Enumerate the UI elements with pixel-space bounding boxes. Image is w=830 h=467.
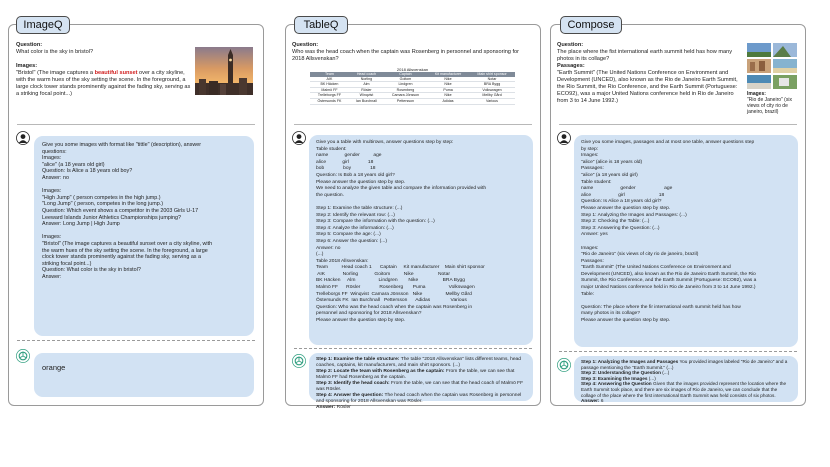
prompt-line: name gender age (581, 186, 673, 192)
passages-label: Passages: (557, 63, 585, 69)
prompt-line: Images: (42, 155, 62, 162)
table-header-cell: Captain (384, 72, 427, 77)
prompt-line: clock tower stands prominently against the fading sky, serving as a (42, 254, 202, 261)
table-cell: BRA Bygg (469, 82, 515, 88)
table-cell: AIK (310, 77, 349, 82)
tableq-prompt-bubble (309, 135, 533, 345)
table-cell: Camara Jönsson (384, 93, 427, 99)
table-cell: Norling (349, 77, 384, 82)
prompt-line: Images: (581, 153, 599, 159)
user-icon (16, 131, 30, 145)
imageq-images-block (16, 63, 192, 98)
prompt-line (316, 199, 526, 206)
tableq-tab: TableQ (294, 16, 348, 34)
prompt-line: Table 2018 Allsvenskan: (316, 258, 369, 264)
prompt-line: name gender age (316, 153, 382, 159)
section-divider (294, 124, 532, 125)
table-cell: Trelleborgs FF (310, 93, 349, 99)
compose-tab: Compose (560, 16, 622, 34)
table-header-cell: Team (310, 72, 349, 77)
table-cell: Nike (427, 93, 469, 99)
tableq-answer-bubble (309, 353, 533, 410)
tableq-question-block (292, 42, 532, 63)
prompt-line: Summit, the Rio Conference, and the Earth Summit (Portuguese: ECO92), was a (581, 278, 757, 284)
prompt-line: Please answer the question step by step. (581, 318, 671, 324)
prompt-line: Step 4: Analyze the information: (...) (316, 225, 394, 231)
prompt-line: "Rio de Janeiro" (six views of city rio de janeiro, brazil) (581, 252, 699, 258)
prompt-line: "Bristol" (The image captures a beautiful sunset over a city skyline, with (42, 240, 213, 247)
table-cell: BK Häcken (310, 82, 349, 88)
prompt-line: Passages: (581, 166, 604, 172)
table-cell: Notar (469, 77, 515, 82)
prompt-line: Step 2: Identify the relevant row: (...) (316, 212, 395, 218)
answer-step-text: The head coach when the captain was Rosenberg in personnel and sponsoring for 2018 Allsvenskan was Rösler. (316, 393, 522, 404)
prompt-line: "Earth Summit" (The United Nations Conference on Environment and (581, 265, 731, 271)
table-cell: Pettersson (384, 98, 427, 104)
table-cell: Malmö FF (310, 87, 349, 93)
prompt-line: Question: Is Alice a 18 years old boy? (42, 168, 133, 175)
final-answer: Answer: Rösler (316, 405, 351, 410)
prompt-line: Give you some images, passages and at most one table, answer questions step (581, 140, 755, 145)
prompt-line: the warm hues of the sky setting the scene. In the foreground, a large (42, 247, 208, 254)
prompt-line: Step 3: Answering the Question: (...) (581, 225, 660, 231)
chatgpt-icon (292, 354, 306, 368)
passages-text: "Earth Summit" (The United Nations Conference on Environment and Development (UNCED), also known as the Rio de Janeiro Earth Summit, the Rio Summit, the Rio Conference, and the Earth Summit (Portuguese: ECO92), was a major United Nations conference held in Rio de Janeiro from 3 to 14 June 1992.) (557, 69, 738, 104)
section-divider-dashed (17, 340, 255, 341)
prompt-line: Images: (42, 188, 62, 195)
answer-step (581, 381, 791, 398)
prompt-line: Images: (581, 245, 599, 251)
question-label: Question: (557, 42, 584, 48)
prompt-line: Team Head coach 1 Captain Kit manufacturer Main shirt sponsor (316, 265, 485, 271)
prompt-line: Leeward Islands Junior Athletics Championships jumping? (42, 214, 182, 221)
answer-text: orange (42, 363, 66, 372)
question-text: Who was the head coach when the captain was Rosenberg in personnel and sponsoring for 2018 Allsvenskan? (292, 48, 520, 62)
prompt-line: Step 1: Analyzing the Images and Passages: (...) (581, 212, 687, 218)
prompt-line: Please answer the question step by step. (316, 179, 406, 185)
prompt-line: many photos in its collage? (581, 311, 640, 317)
table-cell: Various (469, 98, 515, 104)
chatgpt-icon (16, 349, 30, 363)
prompt-line: Please answer the question step by step. (581, 205, 671, 211)
prompt-line: by step: (581, 146, 599, 152)
prompt-line: Trelleborgs FF Winqvist Camara Jönsson Nike Mellby Gård (316, 291, 472, 297)
table-cell: Östersunds FK (310, 98, 349, 104)
prompt-line: Table student: (581, 179, 612, 185)
bristol-sunset-image (195, 47, 253, 95)
prompt-line: Answer: no (316, 245, 341, 251)
prompt-line: Images: (42, 234, 62, 241)
table-cell: Ian Burchnall (349, 98, 384, 104)
prompt-line: Give you some images with format like "tittle" (description), answer (42, 142, 202, 148)
table-row (310, 93, 515, 99)
user-icon (557, 131, 571, 145)
prompt-line: Table student: (316, 146, 347, 152)
prompt-line: Please answer the question step by step. (316, 318, 406, 324)
answer-step-label: Step 1: Examine the table structure: (316, 357, 400, 362)
imageq-answer-bubble (34, 353, 254, 397)
images-label: Images: (16, 63, 38, 69)
prompt-line: personnel and sponsoring for 2018 Allsvenskan? (316, 311, 422, 317)
table-header-cell: Head coach (349, 72, 384, 77)
compose-passages-block (557, 63, 743, 104)
images-caption: "Rio de Janeiro" (six views of city rio de janeiro, brazil) (747, 97, 792, 115)
prompt-line: "alice" (alice is 18 years old) (581, 159, 643, 165)
prompt-line: Question: Who was the head coach when the captain was Rosenberg in (316, 304, 473, 310)
table-cell: Alm (349, 82, 384, 88)
answer-step-text: You provided images labeled "Rio de Janeiro" and a passage mentioning the "Earth Summit." (...) (581, 359, 788, 370)
answer-step (581, 359, 791, 370)
answer-step-label: Step 1: Analyzing the Images and Passages (581, 359, 679, 364)
tableq-panel (285, 24, 541, 410)
answer-step-label: Step 2: Understanding the Question (581, 370, 661, 376)
prompt-line: "alice" (a 18 years old girl) (581, 172, 638, 178)
answer-step-text: From the table, we can see that Malmö FF had Rosenberg as the captain. (316, 369, 515, 380)
prompt-line: "Long Jump" ( person, competes in the long jump.) (42, 201, 163, 208)
table-cell: Lindgren (384, 82, 427, 88)
prompt-line: Step 6: Answer the question: (...) (316, 238, 387, 244)
prompt-line (581, 239, 791, 246)
prompt-line: alice girl 18 (581, 192, 665, 198)
prompt-line: Development (UNCED), also known as the Rio de Janeiro Earth Summit, the Rio (581, 271, 756, 277)
answer-step (316, 393, 526, 405)
question-label: Question: (16, 42, 43, 48)
imageq-panel (8, 24, 264, 406)
allsvenskan-table (310, 72, 515, 105)
section-divider-dashed (294, 348, 532, 349)
section-divider (559, 124, 797, 125)
prompt-line: striking focal point...) (42, 260, 92, 267)
prompt-line: Question: Is Alice a 18 years old girl? (581, 199, 662, 205)
prompt-line: alice girl 18 (316, 159, 374, 165)
table-caption: 2018 Allsvenskan (396, 67, 429, 72)
table-row (310, 98, 515, 104)
prompt-line: Give you a table with multirows, answer questions step by step: (316, 140, 454, 145)
compose-answer-bubble (574, 356, 798, 402)
answer-step-label: Step 2: Locate the team with Rosenberg as the captain: (316, 369, 445, 374)
table-cell: Rosenberg (384, 87, 427, 93)
prompt-line: Passages: (581, 258, 604, 264)
answer-step (316, 357, 526, 369)
prompt-line: Question: What color is the sky in bristol? (42, 267, 141, 274)
prompt-line: (...) (316, 252, 324, 258)
prompt-line: Question: The place where the fir international earth summit held has how (581, 304, 741, 310)
imageq-tab: ImageQ (16, 16, 70, 34)
imageq-prompt-bubble (34, 136, 254, 336)
final-answer: Answer: 6 (581, 398, 604, 404)
user-icon (292, 131, 306, 145)
answer-step-label: Step 4: Answer the question: (316, 393, 384, 398)
question-label: Question: (292, 42, 319, 48)
prompt-line: Step 3: Compare the information with the question: (...) (316, 219, 435, 225)
answer-step-text: (...) (647, 375, 656, 381)
chatgpt-icon (557, 358, 571, 372)
allsvenskan-table-image (310, 67, 515, 105)
answer-step-label: Step 4: Answering the Question (581, 381, 652, 387)
prompt-line: Question: Which event shows a competitor in the 2003 Girls U-17 (42, 207, 199, 214)
rio-collage-image (747, 43, 797, 89)
compose-images-block (747, 91, 799, 115)
prompt-line: Answer: Long Jump | High Jump (42, 221, 120, 228)
section-divider-dashed (559, 351, 797, 352)
table-cell: Mellby Gård (469, 93, 515, 99)
table-cell: Nike (427, 82, 469, 88)
answer-step-text: The table "2018 Allsvenskan" lists different teams, head coaches, captains, kit manufacturers, and main shirt sponsors. (...) (316, 357, 521, 368)
prompt-line: BK Häcken Alm Lindgren Nike BRA Bygg (316, 278, 465, 284)
section-divider (17, 124, 255, 125)
answer-step (316, 369, 526, 381)
question-text: The place where the fist international earth summit held has how many photos in its collage? (557, 48, 733, 62)
highlight-text: beautiful sunset (94, 69, 138, 76)
answer-step-text: From the table, we can see that the head coach of Malmö FF was Rösler. (316, 381, 524, 392)
question-text: What color is the sky in bristol? (16, 48, 94, 55)
answer-step-text: (...) (660, 370, 670, 376)
prompt-line: Step 2: Checking the Table: (...) (581, 219, 650, 225)
prompt-line (42, 182, 246, 189)
prompt-line: Question: Is Bob a 18 years old girl? (316, 172, 395, 178)
prompt-line: AIK Norling Goitom Nike Notar (316, 271, 450, 277)
prompt-line: Step 5: Compare the age: (...) (316, 232, 381, 238)
table-cell: Winqvist (349, 93, 384, 99)
prompt-line: Answer: (42, 273, 62, 280)
compose-panel (550, 24, 806, 406)
prompt-line (42, 228, 246, 235)
table-header-cell: Main shirt sponsor (469, 72, 515, 77)
prompt-line: Step 1: Examine the table structure: (...) (316, 205, 403, 211)
images-description: "Bristol" (The image captures a beautiful sunset over a city skyline, with the warm hues of the sky setting the scene. In the foreground, a large clock tower stands prominently against the fading sky, serving as a striking focal point...) (16, 69, 191, 97)
table-cell: Rösler (349, 87, 384, 93)
prompt-line: "alice" (a 18 years old girl) (42, 161, 105, 168)
prompt-line: We need to analyze the given table and compare the information provided with (316, 186, 487, 192)
table-cell: Adidas (427, 98, 469, 104)
answer-step-text: Given that the images provided represent the location where the Earth Summit took place, and there are six images of Rio de Janeiro, we can conclude that the collage of the place where the first international Earth Summit was held consists of six photos. (581, 381, 787, 398)
prompt-line: Table: (581, 291, 595, 297)
images-label: Images: (747, 91, 766, 97)
prompt-line (581, 298, 791, 305)
prompt-line: Östersunds FK Ian Burchnall Pettersson Adidas Various (316, 298, 467, 304)
prompt-line: Answer: yes (581, 232, 608, 238)
compose-prompt-bubble (574, 135, 798, 347)
table-cell: Goitom (384, 77, 427, 82)
prompt-line: bob boy 18 (316, 166, 376, 172)
answer-step-label: Step 3: Examining the Images (581, 375, 648, 381)
prompt-line: the question. (316, 192, 345, 198)
answer-step-label: Step 3: Identify the head coach: (316, 381, 390, 386)
table-cell: Volkswagen (469, 87, 515, 93)
compose-question-block (557, 42, 743, 63)
prompt-line: major United Nations conference held in Rio de Janeiro from 3 to 14 June 1992.) (581, 285, 756, 291)
table-header-cell: Kit manufacturer (427, 72, 469, 77)
table-cell: Nike (427, 77, 469, 82)
answer-step (316, 381, 526, 393)
prompt-line: questions: (42, 148, 67, 155)
table-cell: Puma (427, 87, 469, 93)
prompt-line: Malmö FF Rösler Rosenberg Puma Volkswagen (316, 285, 475, 291)
prompt-line: "High Jump" ( person competes in the high jump.) (42, 194, 161, 201)
prompt-line: Answer: no (42, 174, 69, 181)
